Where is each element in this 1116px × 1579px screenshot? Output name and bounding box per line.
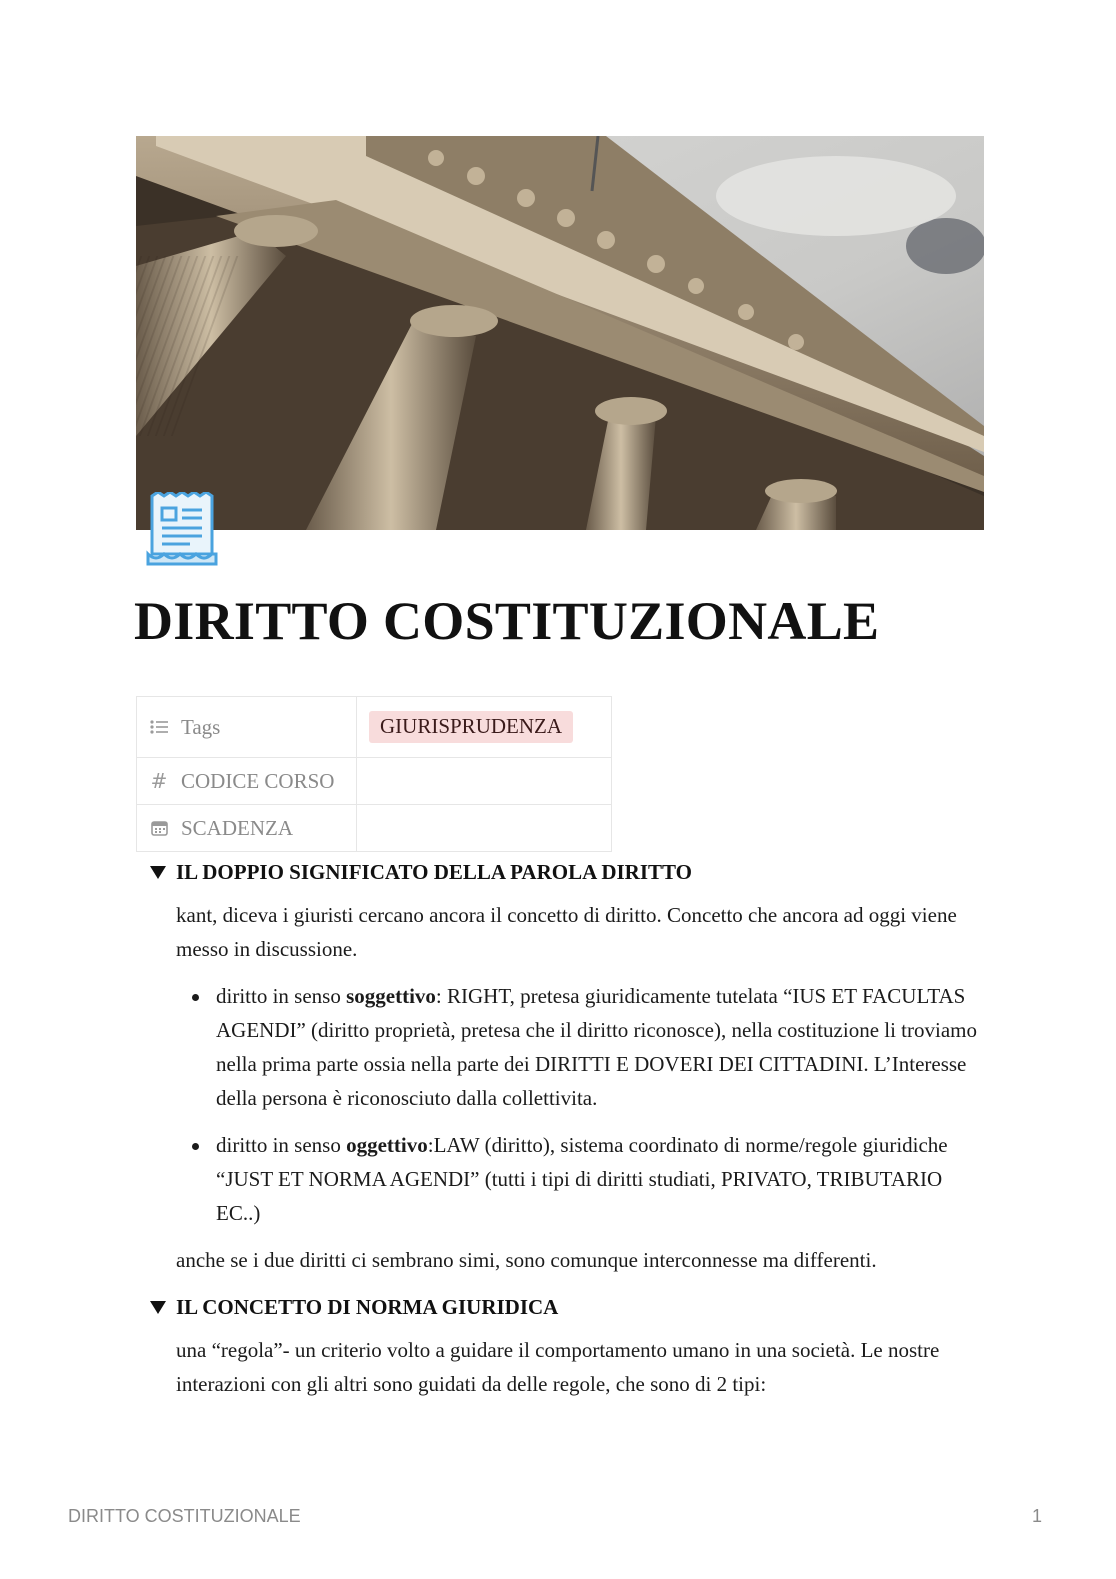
cover-image (136, 136, 984, 530)
property-value-cell[interactable] (357, 758, 612, 805)
toggle-heading-text: IL DOPPIO SIGNIFICATO DELLA PAROLA DIRITTO (176, 860, 692, 884)
properties-table (136, 696, 612, 852)
property-label: CODICE CORSO (181, 768, 335, 793)
paragraph: kant, diceva i giuristi cercano ancora il concetto di diritto. Concetto che ancora ad oggi viene messo in discussione. (176, 903, 957, 961)
property-label-cell[interactable] (137, 758, 357, 805)
property-row-scadenza (137, 805, 612, 852)
property-label-cell[interactable] (137, 697, 357, 758)
tag-badge[interactable]: GIURISPRUDENZA (369, 711, 573, 743)
page-number: 1 (1031, 1506, 1042, 1526)
list-item-text: diritto in senso (216, 984, 347, 1008)
list-icon (149, 717, 169, 737)
list-item-text: : RIGHT, pretesa giuridicamente tutelata “IUS ET FACULTAS AGENDI” (diritto proprietà, pretesa che il diritto riconosce), nella costituzione li troviamo nella prima parte ossia nella parte dei DIRITTI E DOVERI DEI CITTADINI. L’Interesse della persona è riconosciuto dalla collettivita. (216, 984, 978, 1110)
property-row-codice-corso (137, 758, 612, 805)
bullet-list (150, 979, 980, 1230)
property-value-cell[interactable] (357, 697, 612, 758)
property-label-cell[interactable] (137, 805, 357, 852)
property-label: SCADENZA (181, 815, 294, 840)
paragraph: anche se i due diritti ci sembrano simi, sono comunque interconnesse ma differenti. (176, 1248, 877, 1272)
hash-icon: # (150, 769, 168, 793)
toggle-heading[interactable] (150, 860, 980, 885)
receipt-icon (146, 492, 218, 570)
toggle-heading-text: IL CONCETTO DI NORMA GIURIDICA (176, 1295, 559, 1319)
property-value-cell[interactable] (357, 805, 612, 852)
footer-title: DIRITTO COSTITUZIONALE (68, 1506, 301, 1526)
paragraph: una “regola”- un criterio volto a guidare il comportamento umano in una società. Le nostre interazioni con gli altri sono guidati da delle regole, che sono di 2 tipi: (176, 1338, 940, 1396)
toggle-triangle-icon[interactable] (150, 1301, 166, 1315)
list-item (150, 979, 980, 1115)
list-item-text: diritto in senso (216, 1133, 347, 1157)
property-label: Tags (181, 714, 221, 739)
toggle-section (150, 860, 980, 1277)
list-item-text: :LAW (diritto), sistema coordinato di norme/regole giuridiche “JUST ET NORMA AGENDI” (tutti i tipi di diritti studiati, PRIVATO, TRIBUTARIO EC..) (216, 1133, 948, 1225)
toggle-heading[interactable] (150, 1295, 980, 1320)
bullet-dot (192, 994, 199, 1001)
bullet-dot (192, 1143, 199, 1150)
list-item (150, 1128, 980, 1230)
property-row-tags (137, 697, 612, 758)
toggle-triangle-icon[interactable] (150, 866, 166, 880)
page-title: DIRITTO COSTITUZIONALE (134, 591, 880, 651)
list-item-bold: oggettivo (346, 1133, 428, 1157)
toggle-section (150, 1295, 980, 1401)
list-item-bold: soggettivo (346, 984, 436, 1008)
calendar-icon (149, 818, 169, 838)
